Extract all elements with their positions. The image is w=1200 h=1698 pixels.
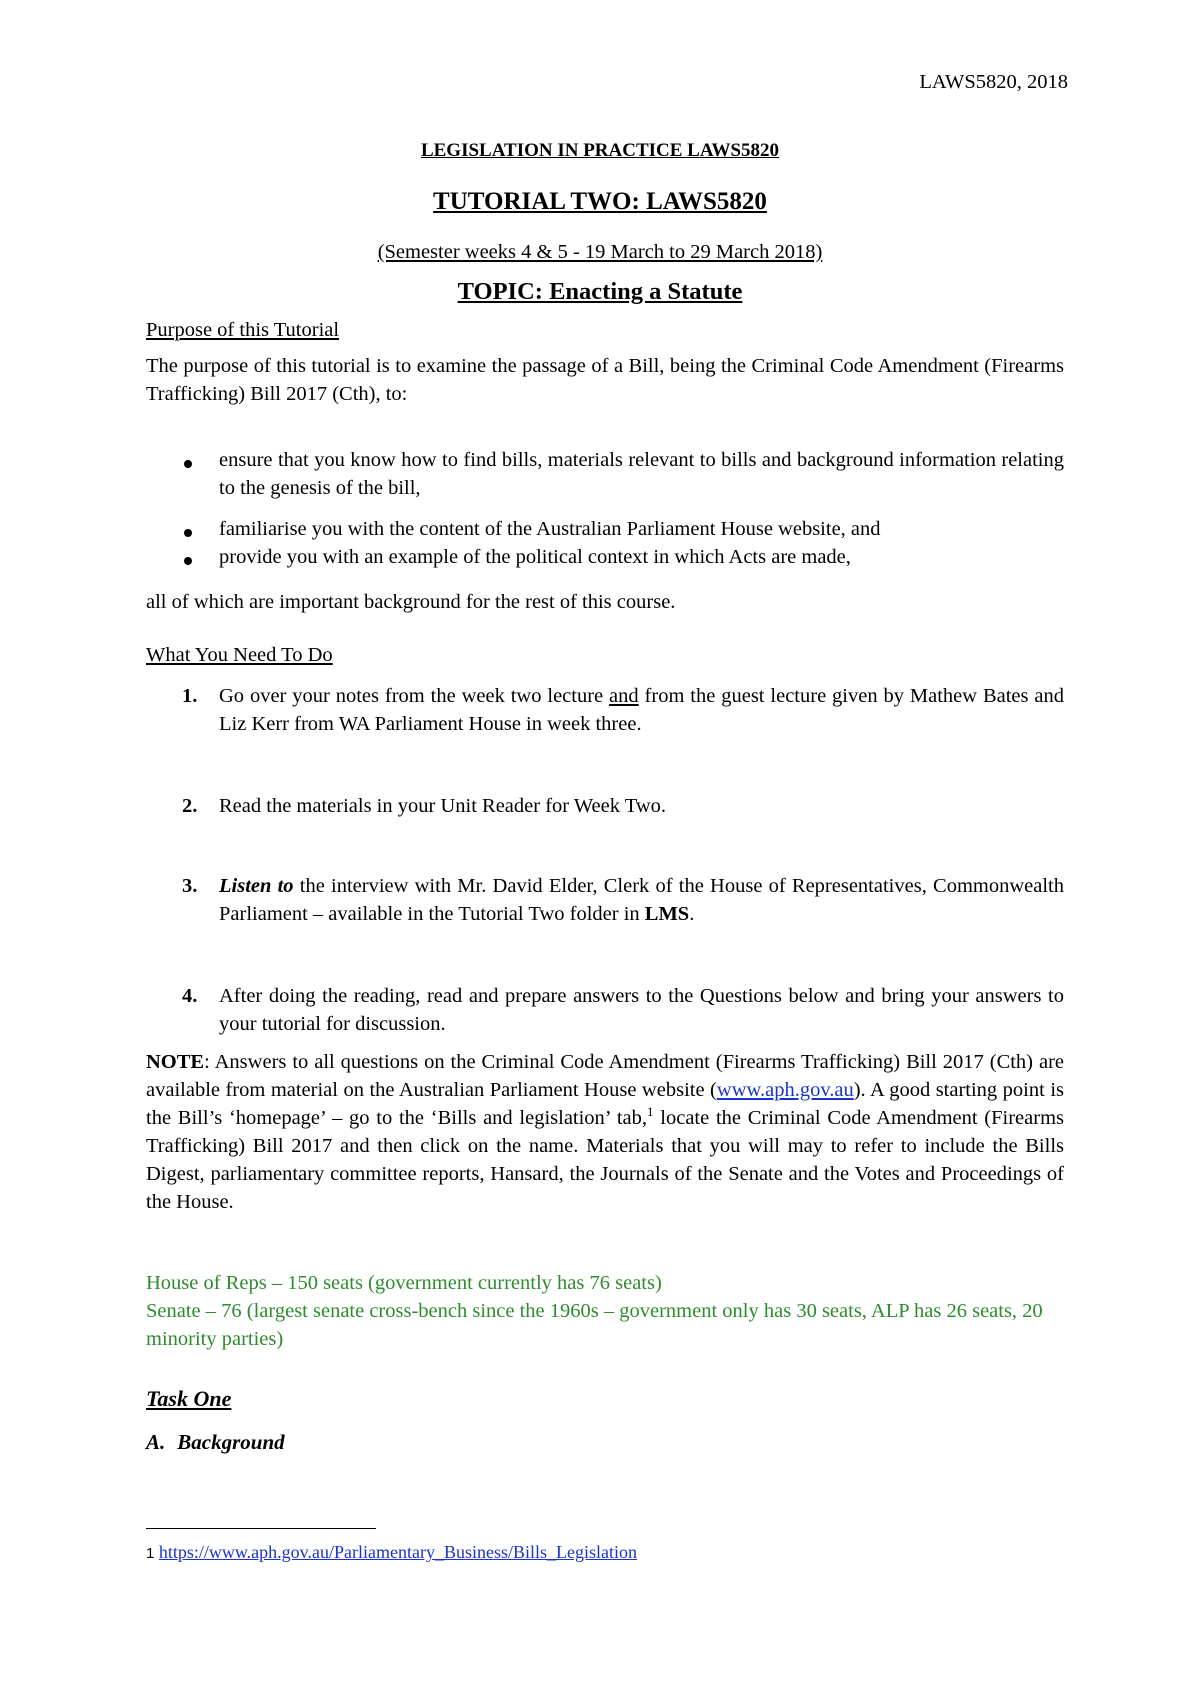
todo-num-2: 2.: [182, 795, 198, 817]
todo-heading: What You Need To Do: [146, 644, 333, 666]
footnote-separator: [146, 1528, 376, 1530]
todo-item-3: Listen to the interview with Mr. David Elder, Clerk of the House of Representatives, Commonwealth Parliament – available in the Tutorial Two folder in LMS.: [219, 875, 1064, 925]
todo-item-1: Go over your notes from the week two lecture and from the guest lecture given by Mathew Bates and Liz Kerr from WA Parliament House in week three.: [219, 685, 1064, 735]
aph-website-link[interactable]: www.aph.gov.au: [716, 1079, 854, 1101]
header-course-code: LAWS5820, 2018: [919, 71, 1068, 93]
green-note-house: House of Reps – 150 seats (government currently has 76 seats): [146, 1272, 662, 1294]
bullet-dot: [184, 529, 192, 537]
purpose-bullet-3: provide you with an example of the political context in which Acts are made,: [219, 546, 851, 568]
green-note-senate: Senate – 76 (largest senate cross-bench since the 1960s – government only has 30 seats, ALP has 26 seats, 20 minority parties): [146, 1300, 1043, 1350]
todo-item-4: After doing the reading, read and prepare answers to the Questions below and bring your answers to your tutorial for discussion.: [219, 985, 1064, 1035]
purpose-intro: The purpose of this tutorial is to examine the passage of a Bill, being the Criminal Code Amendment (Firearms Trafficking) Bill 2017 (Cth), to:: [146, 355, 1064, 405]
purpose-heading: Purpose of this Tutorial: [146, 319, 340, 341]
course-title: LEGISLATION IN PRACTICE LAWS5820: [420, 140, 780, 161]
tutorial-title: TUTORIAL TWO: LAWS5820: [433, 188, 767, 215]
purpose-bullet-2: familiarise you with the content of the Australian Parliament House website, and: [219, 518, 881, 540]
bullet-dot: [184, 557, 192, 565]
todo-num-3: 3.: [182, 875, 198, 897]
purpose-bullet-1: ensure that you know how to find bills, materials relevant to bills and background information relating to the genesis of the bill,: [219, 449, 1064, 499]
purpose-closing: all of which are important background for the rest of this course.: [146, 591, 676, 613]
todo-item-2: Read the materials in your Unit Reader for Week Two.: [219, 795, 667, 817]
semester-line: (Semester weeks 4 & 5 - 19 March to 29 March 2018): [377, 241, 823, 263]
todo-num-1: 1.: [182, 685, 198, 707]
bullet-dot: [184, 460, 192, 468]
task-one-heading: Task One: [146, 1386, 232, 1411]
topic-heading: TOPIC: Enacting a Statute: [457, 278, 743, 305]
note-paragraph: NOTE: Answers to all questions on the Criminal Code Amendment (Firearms Trafficking) Bill 2017 (Cth) are available from material on the Australian Parliament House website (www.aph.gov.au). A good starting point is the Bill’s ‘homepage’ – go to the ‘Bills and legislation’ tab,$^1$ locate the Criminal Code Amendment (Firearms Trafficking) Bill 2017 and then click on the name. Materials that you will may to refer to include the Bills Digest, parliamentary committee reports, Hansard, the Journals of the Senate and the Votes and Proceedings of the House.: [146, 1051, 1065, 1213]
footnote-link[interactable]: https://www.aph.gov.au/Parliamentary_Business/Bills_Legislation: [158, 1542, 637, 1562]
footnote: 1 https://www.aph.gov.au/Parliamentary_Business/Bills_Legislation: [146, 1542, 637, 1562]
task-sub-heading: A. Background: [146, 1430, 285, 1454]
todo-num-4: 4.: [182, 985, 198, 1007]
